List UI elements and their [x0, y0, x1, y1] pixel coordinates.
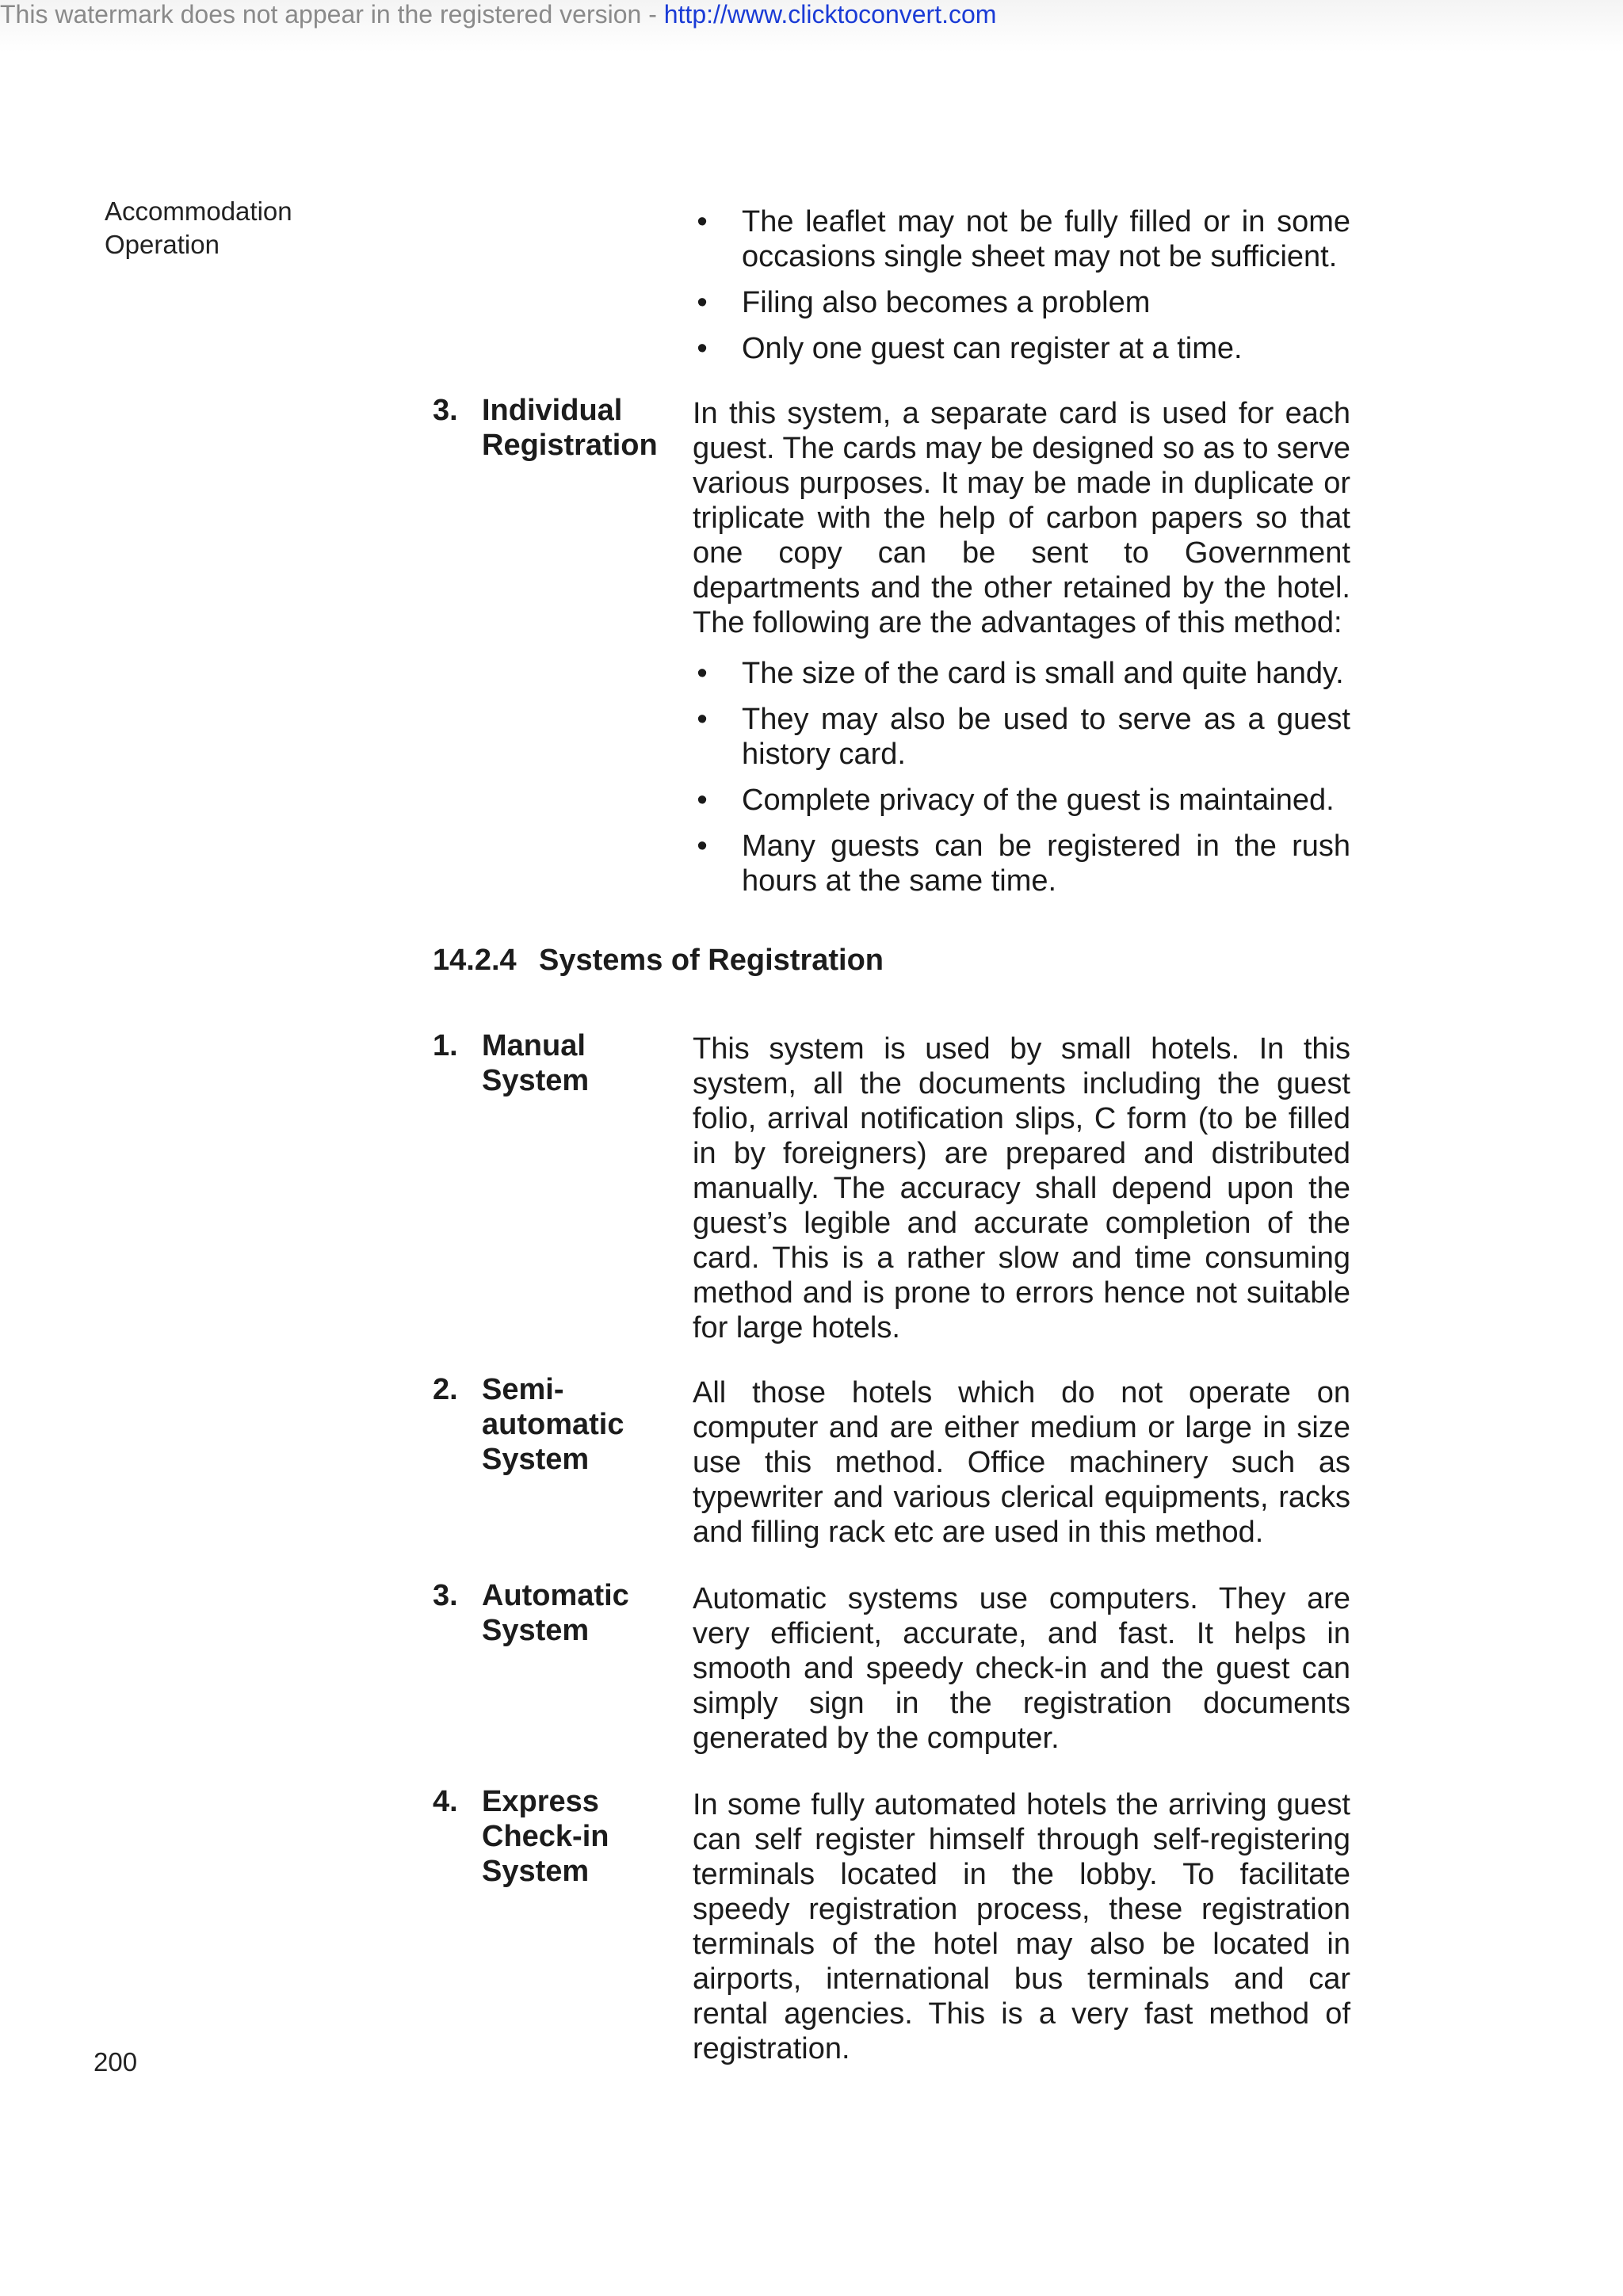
individual-registration-advantages	[693, 656, 1350, 910]
list-item	[693, 656, 1350, 691]
express-check-in-system-description: In some fully automated hotels the arriving guest can self register himself through self-registering terminals located in the lobby. To facilitate speedy registration process, these registration terminals of the hotel may also be located in airports, international bus terminals and car rental agencies. This is a very fast method of registration.	[693, 1788, 1350, 2065]
term-line: Registration	[482, 429, 658, 462]
semi-automatic-system-description: All those hotels which do not operate on computer and are either medium or large in size use this method. Office machinery such as typewriter and various clerical equipments, racks and filling rack etc are used in this method.	[693, 1376, 1350, 1549]
list-item	[693, 829, 1350, 898]
term-line: automatic	[482, 1408, 624, 1441]
item-number: 3.	[433, 1579, 458, 1612]
term-line: Check-in	[482, 1820, 609, 1853]
list-item-text: Complete privacy of the guest is maintained.	[742, 784, 1335, 817]
term-line: System	[482, 1614, 590, 1647]
watermark-text: This watermark does not appear in the registered version -	[0, 0, 664, 29]
bullet-icon: •	[697, 332, 708, 365]
list-item-text: Many guests can be registered in the rush hours at the same time.	[742, 830, 1350, 898]
continued-disadvantages-list	[693, 204, 1350, 377]
section-title: Systems of Registration	[539, 944, 884, 977]
automatic-system-description: Automatic systems use computers. They are very efficient, accurate, and fast. It helps in smooth and speedy check-in and the guest can simply sign in the registration documents generated by the computer.	[693, 1582, 1350, 1755]
running-header-line-1: Accommodation	[105, 196, 292, 226]
running-header-line-2: Operation	[105, 230, 220, 259]
item-number: 2.	[433, 1373, 458, 1406]
list-item-text: The leaflet may not be fully filled or in some occasions single sheet may not be sufficient.	[742, 205, 1350, 273]
watermark-link[interactable]: http://www.clicktoconvert.com	[663, 0, 997, 29]
section-heading	[433, 943, 884, 978]
manual-system-description: This system is used by small hotels. In this system, all the documents including the guest folio, arrival notification slips, C form (to be filled in by foreigners) are prepared and distributed manually. The accuracy shall depend upon the guest’s legible and accurate completion of the card. This is a rather slow and time consuming method and is prone to errors hence not suitable for large hotels.	[693, 1032, 1350, 1344]
term-manual-system	[482, 1028, 680, 1098]
list-item	[693, 702, 1350, 772]
watermark	[0, 0, 996, 29]
page-number: 200	[94, 2047, 138, 2077]
running-header	[105, 195, 292, 261]
item-number: 3.	[433, 394, 458, 427]
term-line: System	[482, 1064, 590, 1097]
bullet-icon: •	[697, 205, 708, 238]
term-semi-automatic-system	[482, 1372, 680, 1477]
term-line: Manual	[482, 1029, 586, 1062]
bullet-icon: •	[697, 784, 708, 817]
term-line: Semi-	[482, 1373, 564, 1406]
list-item-text: Only one guest can register at a time.	[742, 332, 1243, 365]
list-item-text: Filing also becomes a problem	[742, 286, 1151, 319]
list-item	[693, 783, 1350, 818]
item-number: 1.	[433, 1029, 458, 1062]
bullet-icon: •	[697, 703, 708, 736]
bullet-icon: •	[697, 830, 708, 863]
term-line: System	[482, 1855, 590, 1888]
item-number: 4.	[433, 1785, 458, 1818]
list-item	[693, 204, 1350, 274]
list-item	[693, 285, 1350, 320]
term-line: Automatic	[482, 1579, 629, 1612]
term-line: Individual	[482, 394, 623, 427]
term-express-check-in-system	[482, 1784, 680, 1889]
term-line: System	[482, 1443, 590, 1476]
list-item	[693, 331, 1350, 366]
individual-registration-description: In this system, a separate card is used for each guest. The cards may be designed so as to serve various purposes. It may be made in duplicate or triplicate with the help of carbon papers so that one copy can be sent to Government departments and the other retained by the hotel. The following are the advantages of this method:	[693, 397, 1350, 639]
list-item-text: The size of the card is small and quite handy.	[742, 657, 1344, 690]
bullet-icon: •	[697, 286, 708, 319]
section-number: 14.2.4	[433, 944, 517, 977]
term-line: Express	[482, 1785, 599, 1818]
list-item-text: They may also be used to serve as a guest history card.	[742, 703, 1350, 771]
term-automatic-system	[482, 1578, 680, 1648]
bullet-icon: •	[697, 657, 708, 690]
term-individual-registration	[482, 393, 680, 463]
